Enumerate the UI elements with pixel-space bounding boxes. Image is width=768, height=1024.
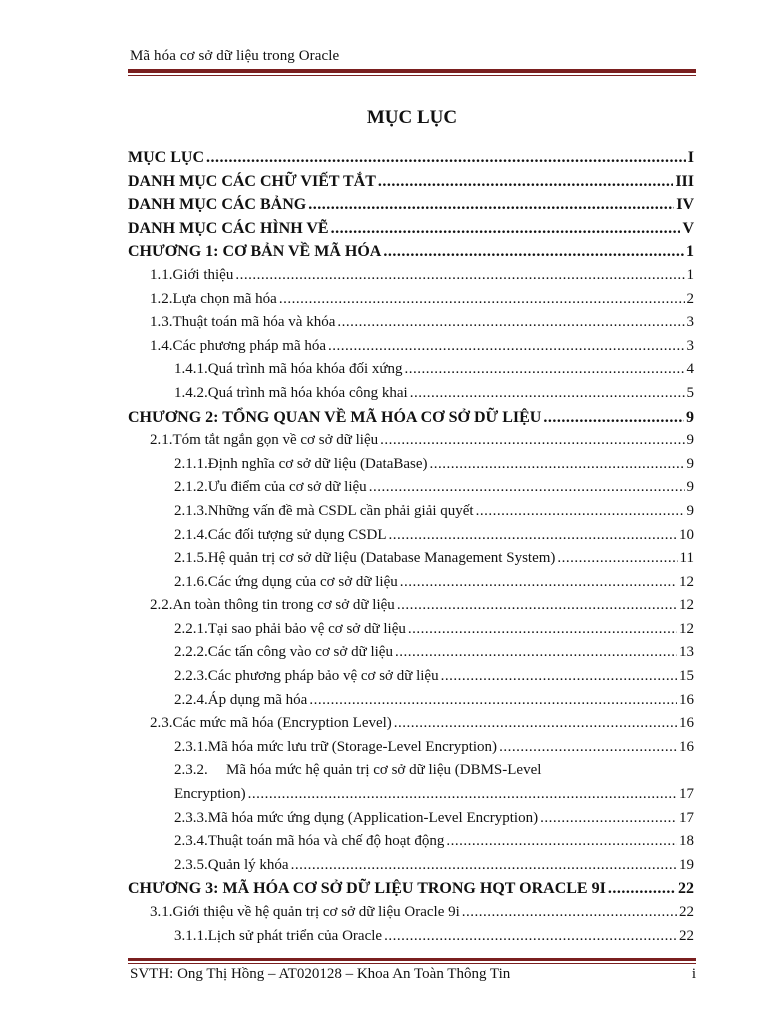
toc-dot-leader: [308, 193, 674, 217]
toc-entry-page: 9: [686, 502, 694, 519]
toc-entry[interactable]: [128, 311, 694, 335]
toc-entry-title: MỤC LỤC: [128, 149, 204, 166]
toc-entry[interactable]: [128, 618, 694, 642]
toc-entry-page: 9: [686, 479, 694, 496]
toc-dot-leader: [235, 264, 684, 288]
toc-entry[interactable]: [128, 854, 694, 878]
toc-entry-title: Các đối tượng sử dụng CSDL: [207, 526, 387, 543]
toc-entry-title: CHƯƠNG 2: TỔNG QUAN VỀ MÃ HÓA CƠ SỞ DỮ LIỆU: [128, 408, 542, 426]
toc-entry-number: 1.1.: [150, 266, 173, 283]
toc-dot-leader: [369, 476, 685, 500]
toc-entry-title: Thuật toán mã hóa và chế độ hoạt động: [207, 833, 445, 850]
toc-entry-title: Các phương pháp bảo vệ cơ sở dữ liệu: [207, 668, 439, 685]
toc-entry-number: 2.2.2.: [174, 644, 208, 661]
toc-entry[interactable]: [128, 830, 694, 854]
toc-chapter-entry[interactable]: [128, 240, 694, 264]
toc-entry[interactable]: [128, 476, 694, 500]
toc-entry[interactable]: [128, 453, 694, 477]
toc-entry-title: Giới thiệu: [172, 266, 234, 283]
toc-entry[interactable]: [128, 335, 694, 359]
toc-entry-page: 15: [679, 668, 694, 685]
toc-dot-leader: [331, 217, 681, 241]
toc-chapter-entry[interactable]: [128, 170, 694, 194]
toc-entry-title: CHƯƠNG 1: CƠ BẢN VỀ MÃ HÓA: [128, 243, 382, 261]
footer-page-number: i: [691, 966, 696, 982]
toc-dot-leader: [395, 641, 677, 665]
toc-entry-number: 2.2.4.: [174, 691, 208, 708]
toc-dot-leader: [430, 453, 685, 477]
toc-dot-leader: [476, 500, 685, 524]
toc-entry-page: 22: [678, 880, 694, 898]
toc-entry-number: 3.1.1.: [174, 927, 208, 944]
toc-entry-title: Các tấn công vào cơ sở dữ liệu: [207, 644, 393, 661]
toc-entry-page: 16: [679, 691, 694, 708]
toc-dot-leader: [397, 594, 677, 618]
toc-chapter-entry[interactable]: [128, 406, 694, 430]
toc-chapter-entry[interactable]: [128, 217, 694, 241]
toc-entry-title: Lựa chọn mã hóa: [172, 290, 277, 307]
toc-entry-page: 3: [686, 337, 694, 354]
toc-entry-page: 16: [679, 738, 694, 755]
toc-dot-leader: [378, 170, 673, 194]
toc-entry-title-continued: Encryption): [174, 786, 246, 803]
toc-dot-leader: [394, 712, 677, 736]
toc-entry-title: CHƯƠNG 3: MÃ HÓA CƠ SỞ DỮ LIỆU TRONG HQT ORACLE 9I: [128, 880, 606, 898]
toc-entry-number: 2.1.4.: [174, 526, 208, 543]
toc-entry-title: DANH MỤC CÁC BẢNG: [128, 196, 307, 214]
toc-entry-number: 3.1.: [150, 904, 173, 920]
footer-rule: [128, 958, 696, 961]
toc-entry-title: Hệ quản trị cơ sở dữ liệu (Database Management System): [207, 550, 556, 567]
toc-entry-page: 1: [686, 243, 694, 261]
toc-entry-page: 9: [686, 408, 694, 426]
toc-entry-number: 2.2.3.: [174, 668, 208, 685]
toc-entry[interactable]: [128, 358, 694, 382]
toc-entry-title: Những vấn đề mà CSDL cần phải giải quyết: [207, 502, 474, 519]
toc-entry-page: III: [675, 172, 694, 190]
toc-entry-page: I: [687, 149, 694, 166]
toc-entry-page: 4: [686, 361, 694, 378]
footer-rule-thin: [128, 963, 696, 964]
toc-entry[interactable]: [128, 641, 694, 665]
toc-entry[interactable]: [128, 571, 694, 595]
toc-entry-page: 17: [679, 809, 694, 826]
toc-entry-number: 2.3.1.: [174, 738, 208, 755]
toc-entry[interactable]: [128, 547, 694, 571]
toc-entry-title: Mã hóa mức ứng dụng (Application-Level Encryption): [207, 809, 539, 826]
toc-entry-page: 16: [679, 715, 694, 732]
toc-entry-title: Quá trình mã hóa khóa đối xứng: [207, 361, 403, 378]
toc-entry-number: 2.3.5.: [174, 856, 208, 873]
toc-dot-leader: [499, 736, 677, 760]
toc-dot-leader: [608, 877, 676, 901]
toc-dot-leader: [384, 925, 677, 949]
toc-entry-page: 12: [679, 620, 694, 637]
toc-dot-leader: [383, 240, 684, 264]
toc-dot-leader: [462, 901, 677, 925]
toc-entry-title: Các phương pháp mã hóa: [172, 337, 327, 354]
toc-entry-page: 22: [679, 904, 694, 920]
toc-dot-leader: [337, 311, 684, 335]
toc-dot-leader: [279, 288, 685, 312]
toc-entry[interactable]: [128, 524, 694, 548]
toc-entry-page: 22: [679, 927, 694, 944]
header-rule-thin: [128, 75, 696, 76]
toc-entry-title: DANH MỤC CÁC HÌNH VẼ: [128, 219, 329, 237]
toc-entry-number: 2.1.5.: [174, 550, 208, 567]
toc-entry[interactable]: [128, 665, 694, 689]
toc-entry-title: Tại sao phải bảo vệ cơ sở dữ liệu: [207, 620, 406, 637]
toc-entry-number: 1.3.: [150, 314, 173, 331]
footer-author: SVTH: Ong Thị Hồng – AT020128 – Khoa An Toàn Thông Tin: [130, 966, 511, 982]
toc-entry[interactable]: [128, 759, 694, 806]
toc-entry-title: Định nghĩa cơ sở dữ liệu (DataBase): [207, 455, 428, 472]
toc-entry[interactable]: [128, 429, 694, 453]
toc-entry-page: 11: [679, 550, 694, 567]
toc-entry[interactable]: [128, 500, 694, 524]
toc-entry[interactable]: [128, 901, 694, 925]
toc-entry-page: 5: [686, 384, 694, 401]
toc-dot-leader: [410, 382, 685, 406]
toc-entry-number: 2.3.3.: [174, 809, 208, 826]
toc-entry-page: 13: [679, 644, 694, 661]
toc-entry-number: 2.1.3.: [174, 502, 208, 519]
toc-entry-title: Quá trình mã hóa khóa công khai: [207, 384, 408, 401]
running-header: Mã hóa cơ sở dữ liệu trong Oracle: [130, 48, 340, 64]
toc-entry-title: Mã hóa mức lưu trữ (Storage-Level Encryption): [207, 738, 498, 755]
toc-entry-page: 10: [679, 526, 694, 543]
toc-entry-number: 2.1.1.: [174, 455, 208, 472]
toc-entry-page: 1: [686, 266, 694, 283]
toc-entry-title: Lịch sử phát triển của Oracle: [207, 927, 383, 944]
toc-dot-leader: [389, 524, 677, 548]
toc-entry[interactable]: [128, 712, 694, 736]
running-footer: [130, 966, 696, 983]
toc-entry-page: 12: [679, 573, 694, 590]
toc-dot-leader: [540, 807, 677, 831]
toc-entry-number: 2.2.1.: [174, 620, 208, 637]
toc-entry-title: Tóm tắt ngắn gọn về cơ sở dữ liệu: [172, 432, 379, 449]
toc-dot-leader: [380, 429, 684, 453]
toc-dot-leader: [441, 665, 677, 689]
toc-entry-title: DANH MỤC CÁC CHỮ VIẾT TẮT: [128, 172, 376, 190]
toc-dot-leader: [405, 358, 685, 382]
toc-dot-leader: [557, 547, 677, 571]
toc-dot-leader: [328, 335, 684, 359]
toc-dot-leader: [309, 689, 677, 713]
toc-entry-title: Ưu điểm của cơ sở dữ liệu: [207, 479, 367, 496]
toc-entry-page: 9: [686, 432, 694, 449]
toc-entry[interactable]: [128, 736, 694, 760]
toc-entry-title: Các ứng dụng của cơ sở dữ liệu: [207, 573, 398, 590]
toc-entry-number: 2.1.: [150, 432, 173, 449]
toc-entry-page: 18: [679, 833, 694, 850]
toc-dot-leader: [206, 146, 686, 170]
toc-entry-page: 3: [686, 314, 694, 331]
toc-entry-page: 9: [686, 455, 694, 472]
toc-dot-leader: [408, 618, 677, 642]
toc-entry-page: V: [682, 219, 694, 237]
toc-entry-page: 2: [686, 290, 694, 307]
toc-dot-leader: [446, 830, 677, 854]
toc-entry-number: 1.4.2.: [174, 384, 208, 401]
toc-entry[interactable]: [128, 925, 694, 949]
toc-entry-number: 2.3.2.: [174, 762, 208, 779]
toc-entry-title: Các mức mã hóa (Encryption Level): [172, 715, 392, 732]
page-title: MỤC LỤC: [366, 107, 458, 128]
toc-dot-leader: [248, 783, 677, 807]
toc-entry-number: 2.1.2.: [174, 479, 208, 496]
toc-entry-page: 12: [679, 597, 694, 614]
toc-entry[interactable]: [128, 288, 694, 312]
toc-chapter-entry[interactable]: [128, 193, 694, 217]
toc-dot-leader: [400, 571, 677, 595]
toc-entry-page: 19: [679, 856, 694, 873]
toc-entry-page: IV: [676, 196, 694, 214]
toc-chapter-entry[interactable]: [128, 877, 694, 901]
toc-entry-title: An toàn thông tin trong cơ sở dữ liệu: [172, 597, 395, 614]
toc-entry-title: Giới thiệu về hệ quản trị cơ sở dữ liệu Oracle 9i: [172, 904, 460, 920]
toc-dot-leader: [291, 854, 677, 878]
toc-entry-title: Thuật toán mã hóa và khóa: [172, 314, 336, 331]
toc-entry[interactable]: [128, 594, 694, 618]
toc-entry-page: 17: [679, 786, 694, 803]
toc-chapter-entry[interactable]: [128, 146, 694, 170]
toc-entry-number: 2.1.6.: [174, 573, 208, 590]
toc-entry-title: Áp dụng mã hóa: [207, 691, 308, 708]
toc-entry[interactable]: [128, 689, 694, 713]
table-of-contents: [128, 146, 694, 948]
toc-entry-number: 1.4.: [150, 337, 173, 354]
toc-entry-number: 1.2.: [150, 290, 173, 307]
toc-entry-number: 1.4.1.: [174, 361, 208, 378]
toc-entry-title: Mã hóa mức hệ quản trị cơ sở dữ liệu (DBMS-Level: [226, 762, 542, 779]
header-rule: [128, 69, 696, 73]
toc-entry[interactable]: [128, 807, 694, 831]
toc-entry-number: 2.3.4.: [174, 833, 208, 850]
toc-entry-title: Quản lý khóa: [207, 856, 289, 873]
toc-dot-leader: [543, 406, 684, 430]
toc-entry-number: 2.2.: [150, 597, 173, 614]
toc-entry-number: 2.3.: [150, 715, 173, 732]
toc-entry[interactable]: [128, 382, 694, 406]
toc-entry[interactable]: [128, 264, 694, 288]
